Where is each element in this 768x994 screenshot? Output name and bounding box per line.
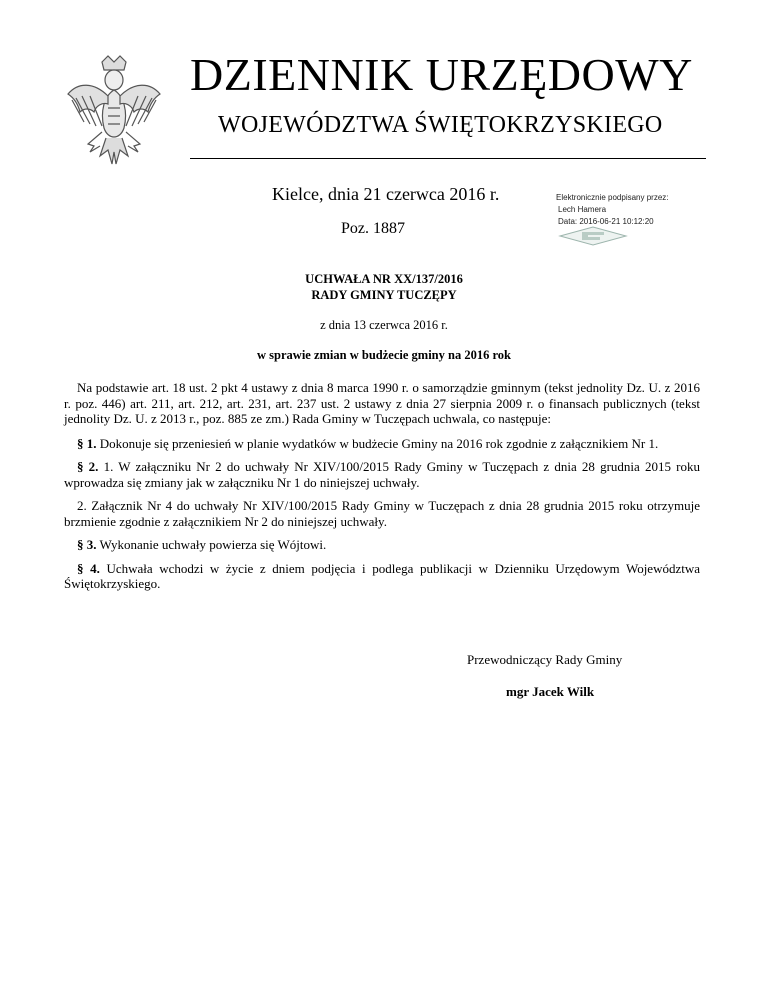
section-1 [64, 436, 700, 452]
signatory-title: Przewodniczący Rady Gminy [467, 652, 623, 667]
section-mark: § 2. [77, 459, 99, 474]
section-text: 1. W załączniku Nr 2 do uchwały Nr XIV/100/2015 Rady Gminy w Tuczępach z dnia 28 grudnia 2015 roku wprowadza się zmiany jak w załączniku Nr 1 do niniejszej uchwały. [64, 459, 700, 490]
section-text: Dokonuje się przeniesień w planie wydatków w budżecie Gminy na 2016 rok zgodnie z załącznikiem Nr 1. [96, 435, 659, 451]
resolution-subject: w sprawie zmian w budżecie gminy na 2016 rok [257, 348, 511, 362]
eagle-emblem-icon [64, 52, 164, 170]
section-2-point-2: 2. Załącznik Nr 4 do uchwały Nr XIV/100/2015 Rady Gminy w Tuczępach z dnia 28 grudnia 2015 roku otrzymuje brzmienie zgodnie z załącznikiem Nr 2 do niniejszej uchwały. [64, 498, 700, 529]
signature-label: Elektronicznie podpisany przez: [556, 193, 669, 202]
header-divider [190, 158, 706, 159]
resolution-date: z dnia 13 czerwca 2016 r. [320, 318, 448, 332]
place-date: Kielce, dnia 21 czerwca 2016 r. [272, 184, 500, 204]
resolution-body [64, 380, 700, 600]
section-3 [64, 537, 700, 553]
signature-date: Data: 2016-06-21 10:12:20 [558, 217, 654, 226]
journal-title: DZIENNIK URZĘDOWY [190, 49, 693, 100]
resolution-number: UCHWAŁA NR XX/137/2016 [305, 272, 463, 286]
signer-name: Lech Hamera [558, 205, 607, 214]
council-name: RADY GMINY TUCZĘPY [311, 288, 457, 302]
section-mark: § 3. [77, 537, 97, 552]
position-number: Poz. 1887 [341, 220, 405, 237]
section-mark: § 1. [77, 435, 97, 451]
signatory-name: mgr Jacek Wilk [506, 684, 595, 699]
section-2 [64, 459, 700, 490]
section-text: Uchwała wchodzi w życie z dniem podjęcia i podlega publikacji w Dzienniku Urzędowym Województwa Świętokrzyskiego. [64, 560, 701, 591]
electronic-signature-box [558, 192, 718, 228]
journal-subtitle: WOJEWÓDZTWA ŚWIĘTOKRZYSKIEGO [218, 112, 663, 138]
section-4 [64, 561, 700, 592]
legal-basis-paragraph: Na podstawie art. 18 ust. 2 pkt 4 ustawy z dnia 8 marca 1990 r. o samorządzie gminnym (tekst jednolity Dz. U. z 2016 r. poz. 446) art. 211, art. 212, art. 231, art. 237 ust. 2 ustawy z dnia 27 sierpnia 2009 r. o finansach publicznych (tekst jednolity Dz. U. z 2013 r., poz. 885 ze zm.) Rada Gminy w Tuczępach uchwala, co następuje: [64, 380, 700, 426]
section-text: Wykonanie uchwały powierza się Wójtowi. [96, 537, 327, 552]
section-mark: § 4. [77, 560, 100, 576]
signature-stamp-icon [558, 226, 628, 246]
